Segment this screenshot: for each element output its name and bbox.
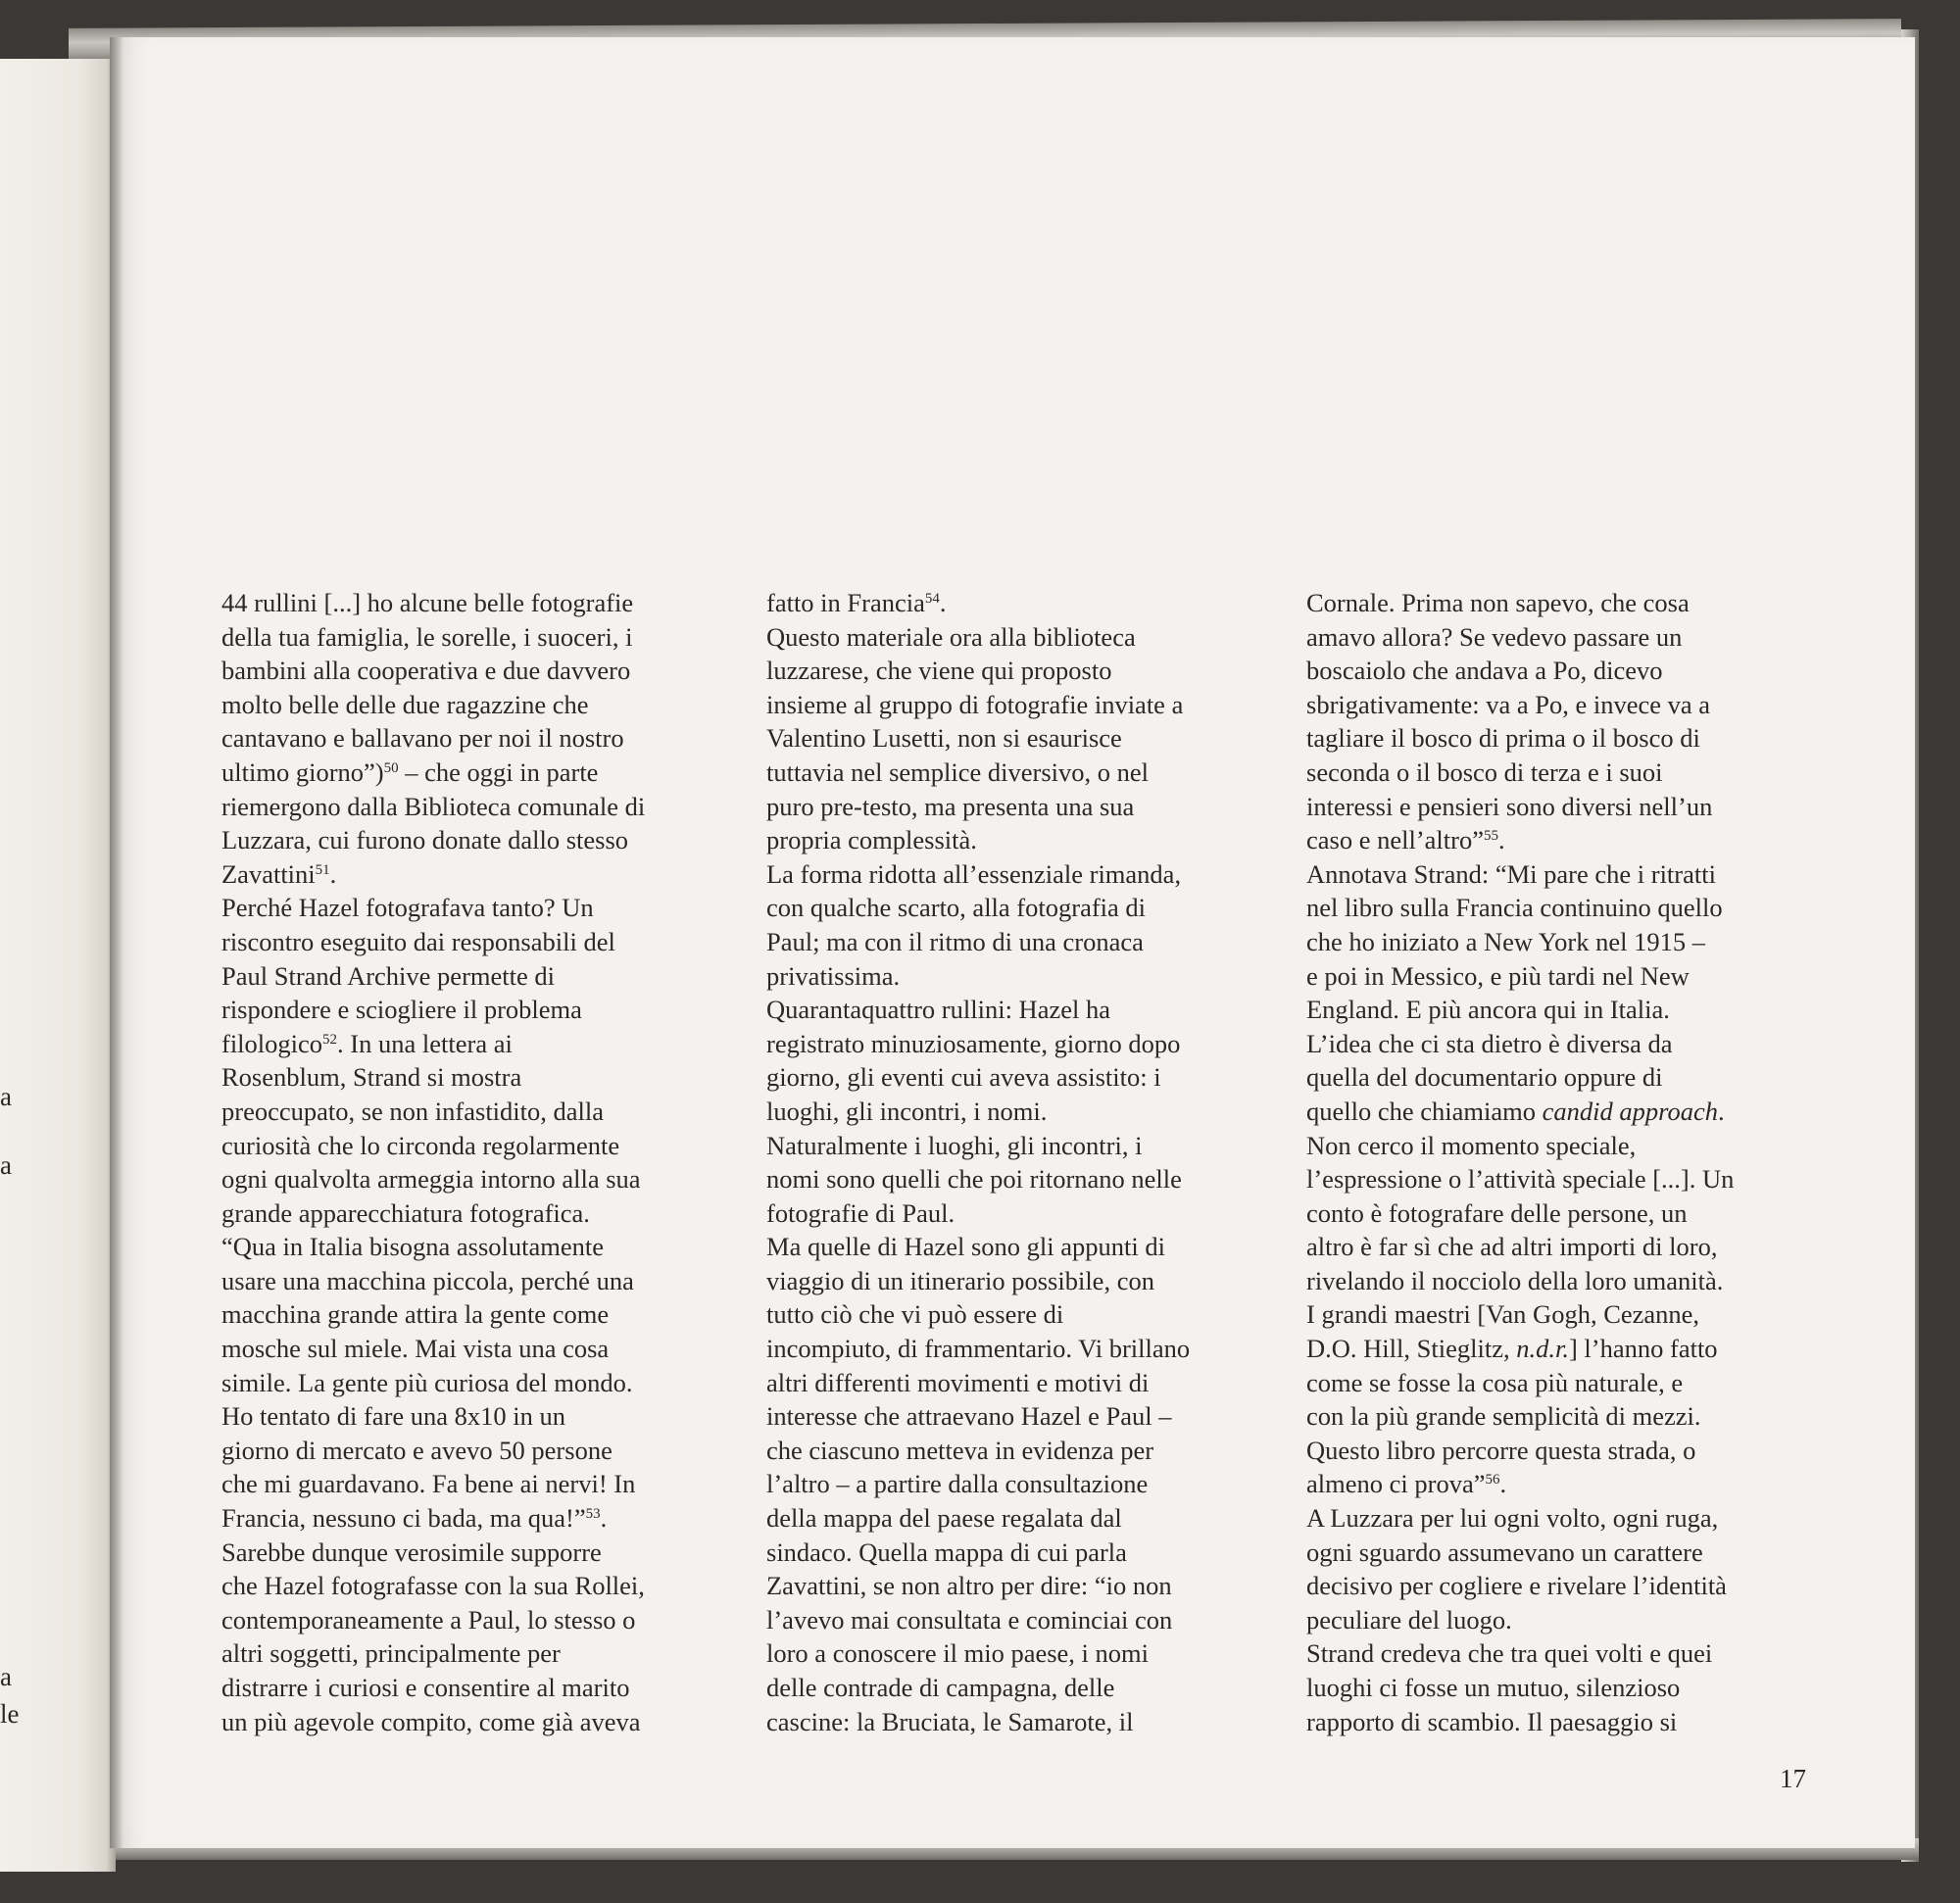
line-text: che ciascuno metteva in evidenza per <box>766 1435 1154 1465</box>
line-text: mosche sul miele. Mai vista una cosa <box>221 1334 610 1364</box>
text-line <box>221 925 731 959</box>
line-text: riscontro eseguito dai responsabili del <box>221 926 615 956</box>
line-text-after: ] l’hanno fatto <box>1568 1334 1718 1364</box>
line-text: Strand credeva che tra quei volti e quei <box>1306 1638 1713 1669</box>
line-text: almeno ci prova” <box>1306 1469 1486 1499</box>
text-line <box>766 1434 1276 1468</box>
text-line <box>766 1095 1276 1129</box>
line-text: Luzzara, cui furono donate dallo stesso <box>221 825 629 855</box>
line-text-after: . <box>1717 1096 1725 1126</box>
line-text: molto belle delle due ragazzine che <box>221 689 589 719</box>
line-text: Perché Hazel fotografava tanto? Un <box>221 893 594 923</box>
line-text: Zavattini, se non altro per dire: “io non <box>766 1571 1172 1601</box>
footnote-reference: 54 <box>924 591 940 607</box>
line-text: Paul Strand Archive permette di <box>221 960 555 991</box>
left-page-fragment: a <box>0 1150 12 1180</box>
line-text: filologico <box>221 1028 323 1058</box>
text-line <box>1306 1196 1816 1231</box>
text-line <box>1306 1636 1816 1671</box>
line-text: Questo materiale ora alla biblioteca <box>766 621 1136 652</box>
italic-text: candid approach <box>1542 1096 1718 1126</box>
text-line <box>766 1467 1276 1501</box>
footnote-reference: 52 <box>322 1031 338 1048</box>
text-line <box>766 654 1276 688</box>
text-line <box>221 1060 731 1095</box>
line-text: altro è far sì che ad altri importi di loro, <box>1306 1232 1718 1262</box>
text-line <box>766 1569 1276 1603</box>
text-line <box>766 790 1276 824</box>
text-line <box>766 1297 1276 1332</box>
line-text: che mi guardavano. Fa bene ai nervi! In <box>221 1469 636 1499</box>
text-line <box>221 1636 731 1671</box>
text-line <box>221 654 731 688</box>
text-line <box>221 586 731 620</box>
text-line <box>221 1196 731 1231</box>
text-line <box>221 1467 731 1501</box>
text-line <box>221 857 731 892</box>
line-text: bambini alla cooperativa e due davvero <box>221 656 631 686</box>
line-text-after: . <box>1499 1469 1507 1499</box>
line-text: Francia, nessuno ci bada, ma qua!” <box>221 1503 586 1534</box>
line-text-after: . <box>939 588 947 617</box>
line-text: fotografie di Paul. <box>766 1197 956 1228</box>
text-column-2 <box>766 586 1276 1738</box>
text-line <box>766 1264 1276 1298</box>
line-text: l’altro – a partire dalla consultazione <box>766 1469 1149 1499</box>
text-line <box>1306 1536 1816 1570</box>
line-text: luoghi, gli incontri, i nomi. <box>766 1096 1048 1126</box>
line-text: luzzarese, che viene qui proposto <box>766 656 1112 686</box>
text-line <box>221 1332 731 1366</box>
text-line <box>1306 993 1816 1027</box>
line-text: quella del documentario oppure di <box>1306 1062 1663 1093</box>
text-line <box>221 993 731 1027</box>
line-text: Zavattini <box>221 858 316 889</box>
text-line <box>1306 1705 1816 1739</box>
text-line <box>1306 959 1816 994</box>
line-text: Annotava Strand: “Mi pare che i ritratti <box>1306 858 1716 889</box>
text-line <box>766 993 1276 1027</box>
line-text: con qualche scarto, alla fotografia di <box>766 893 1147 923</box>
line-text-after: . In una lettera ai <box>337 1028 513 1058</box>
line-text: registrato minuziosamente, giorno dopo <box>766 1028 1181 1058</box>
line-text: incompiuto, di frammentario. Vi brillano <box>766 1334 1191 1364</box>
line-text: giorno di mercato e avevo 50 persone <box>221 1435 612 1465</box>
text-line <box>1306 1366 1816 1400</box>
text-line <box>766 891 1276 925</box>
line-text-after: . <box>329 858 337 889</box>
line-text: macchina grande attira la gente come <box>221 1299 610 1330</box>
text-line <box>1306 721 1816 756</box>
line-text: Valentino Lusetti, non si esaurisce <box>766 723 1122 754</box>
text-line <box>1306 790 1816 824</box>
line-text: tuttavia nel semplice diversivo, o nel <box>766 756 1150 787</box>
line-text: l’espressione o l’attività speciale [...]. Un <box>1306 1164 1735 1195</box>
line-text: tutto ciò che vi può essere di <box>766 1299 1064 1330</box>
left-facing-page <box>0 59 116 1872</box>
text-line <box>221 1434 731 1468</box>
line-text: cantavano e ballavano per noi il nostro <box>221 723 624 754</box>
line-text: delle contrade di campagna, delle <box>766 1673 1115 1702</box>
text-line <box>1306 1129 1816 1163</box>
line-text: tagliare il bosco di prima o il bosco di <box>1306 723 1700 754</box>
text-line <box>1306 654 1816 688</box>
line-text-after: – che oggi in parte <box>398 756 599 787</box>
text-line <box>221 1536 731 1570</box>
line-text: La forma ridotta all’essenziale rimanda, <box>766 858 1182 889</box>
text-line <box>221 1671 731 1705</box>
text-line <box>766 586 1276 620</box>
line-text: rapporto di scambio. Il paesaggio si <box>1306 1706 1678 1736</box>
text-line <box>766 620 1276 655</box>
line-text: altri soggetti, principalmente per <box>221 1638 561 1669</box>
line-text: Quarantaquattro rullini: Hazel ha <box>766 995 1110 1025</box>
line-text: England. E più ancora qui in Italia. <box>1306 995 1670 1025</box>
text-line <box>766 1366 1276 1400</box>
text-column-1 <box>221 586 731 1738</box>
text-line <box>221 1230 731 1264</box>
line-text: come se fosse la cosa più naturale, e <box>1306 1367 1684 1397</box>
line-text: L’idea che ci sta dietro è diversa da <box>1306 1028 1673 1058</box>
text-line <box>766 1603 1276 1637</box>
line-text: I grandi maestri [Van Gogh, Cezanne, <box>1306 1299 1700 1330</box>
line-text: luoghi ci fosse un mutuo, silenzioso <box>1306 1673 1681 1702</box>
line-text: con la più grande semplicità di mezzi. <box>1306 1401 1701 1432</box>
line-text: riemergono dalla Biblioteca comunale di <box>221 791 646 821</box>
text-line <box>221 790 731 824</box>
text-line <box>1306 1060 1816 1095</box>
text-line <box>221 1027 731 1061</box>
line-text: preoccupato, se non infastidito, dalla <box>221 1096 605 1126</box>
text-line <box>766 721 1276 756</box>
line-text: della tua famiglia, le sorelle, i suoceri, i <box>221 621 633 652</box>
line-text: simile. La gente più curiosa del mondo. <box>221 1367 633 1397</box>
text-line <box>1306 1569 1816 1603</box>
line-text: D.O. Hill, Stieglitz, <box>1306 1334 1517 1364</box>
text-line <box>221 688 731 722</box>
line-text: grande apparecchiatura fotografica. <box>221 1197 590 1228</box>
text-line <box>766 823 1276 857</box>
text-line <box>766 925 1276 959</box>
line-text: fatto in Francia <box>766 588 925 617</box>
line-text: ogni qualvolta armeggia intorno alla sua <box>221 1164 641 1195</box>
text-line <box>766 959 1276 994</box>
text-line <box>1306 1297 1816 1332</box>
line-text: Cornale. Prima non sapevo, che cosa <box>1306 588 1690 617</box>
line-text: Sarebbe dunque verosimile supporre <box>221 1537 602 1567</box>
text-line <box>221 1095 731 1129</box>
line-text: nomi sono quelli che poi ritornano nelle <box>766 1164 1182 1195</box>
text-line <box>766 1636 1276 1671</box>
line-text: sindaco. Quella mappa di cui parla <box>766 1537 1127 1567</box>
text-line <box>1306 857 1816 892</box>
text-line <box>1306 1332 1816 1366</box>
text-line <box>221 1297 731 1332</box>
line-text: seconda o il bosco di terza e i suoi <box>1306 756 1663 787</box>
text-line <box>1306 1162 1816 1196</box>
text-line <box>766 1129 1276 1163</box>
line-text: Questo libro percorre questa strada, o <box>1306 1435 1696 1465</box>
text-line <box>221 1399 731 1434</box>
text-line <box>221 1162 731 1196</box>
line-text: rispondere e sciogliere il problema <box>221 995 582 1025</box>
line-text: decisivo per cogliere e rivelare l’identità <box>1306 1571 1727 1601</box>
page-gutter-shadow <box>110 37 123 1848</box>
text-line <box>1306 1264 1816 1298</box>
line-text: nel libro sulla Francia continuino quello <box>1306 893 1723 923</box>
footnote-reference: 51 <box>315 861 330 878</box>
line-text: conto è fotografare delle persone, un <box>1306 1197 1688 1228</box>
text-line <box>221 1705 731 1739</box>
footnote-reference: 50 <box>383 759 399 776</box>
text-line <box>221 1264 731 1298</box>
text-line <box>766 1536 1276 1570</box>
line-text: viaggio di un itinerario possibile, con <box>766 1265 1154 1295</box>
line-text: Non cerco il momento speciale, <box>1306 1130 1637 1160</box>
line-text: un più agevole compito, come già aveva <box>221 1706 641 1736</box>
line-text: Ma quelle di Hazel sono gli appunti di <box>766 1232 1165 1262</box>
line-text: che ho iniziato a New York nel 1915 – <box>1306 926 1705 956</box>
text-line <box>1306 756 1816 790</box>
line-text: e poi in Messico, e più tardi nel New <box>1306 960 1690 991</box>
text-line <box>221 959 731 994</box>
text-line <box>1306 1230 1816 1264</box>
line-text: curiosità che lo circonda regolarmente <box>221 1130 620 1160</box>
line-text: Naturalmente i luoghi, gli incontri, i <box>766 1130 1143 1160</box>
text-line <box>766 1332 1276 1366</box>
text-line <box>1306 1501 1816 1536</box>
text-line <box>1306 1671 1816 1705</box>
text-line <box>221 721 731 756</box>
text-line <box>221 823 731 857</box>
text-line <box>1306 688 1816 722</box>
left-page-fragment: le <box>0 1699 20 1729</box>
text-line <box>766 688 1276 722</box>
footnote-reference: 56 <box>1485 1472 1500 1488</box>
text-line <box>221 1129 731 1163</box>
line-text: ultimo giorno”) <box>221 756 384 787</box>
text-line <box>221 1603 731 1637</box>
line-text: puro pre-testo, ma presenta una sua <box>766 791 1135 821</box>
line-text: peculiare del luogo. <box>1306 1604 1512 1635</box>
line-text-after: . <box>600 1503 608 1534</box>
text-line <box>766 1162 1276 1196</box>
line-text: sbrigativamente: va a Po, e invece va a <box>1306 689 1711 719</box>
text-line <box>766 1399 1276 1434</box>
line-text: loro a conoscere il mio paese, i nomi <box>766 1638 1150 1669</box>
text-line <box>1306 1467 1816 1501</box>
line-text: distrarre i curiosi e consentire al marito <box>221 1673 630 1702</box>
line-text: caso e nell’altro” <box>1306 825 1484 855</box>
line-text: che Hazel fotografasse con la sua Rollei, <box>221 1571 645 1601</box>
line-text-after: . <box>1497 825 1505 855</box>
line-text: privatissima. <box>766 960 901 991</box>
text-line <box>221 1501 731 1536</box>
line-text: propria complessità. <box>766 825 977 855</box>
line-text: amavo allora? Se vedevo passare un <box>1306 621 1683 652</box>
text-line <box>766 1060 1276 1095</box>
text-line <box>1306 586 1816 620</box>
line-text: usare una macchina piccola, perché una <box>221 1265 634 1295</box>
line-text: interessi e pensieri sono diversi nell’un <box>1306 791 1713 821</box>
line-text: Paul; ma con il ritmo di una cronaca <box>766 926 1144 956</box>
text-line <box>766 1230 1276 1264</box>
line-text: interesse che attraevano Hazel e Paul – <box>766 1401 1172 1432</box>
text-line <box>1306 823 1816 857</box>
text-line <box>766 1196 1276 1231</box>
text-line <box>221 756 731 790</box>
line-text: “Qua in Italia bisogna assolutamente <box>221 1232 605 1262</box>
line-text: Ho tentato di fare una 8x10 in un <box>221 1401 566 1432</box>
left-page-fragment: a <box>0 1662 12 1691</box>
line-text: quello che chiamiamo <box>1306 1096 1543 1126</box>
text-line <box>221 1366 731 1400</box>
text-line <box>1306 925 1816 959</box>
line-text: insieme al gruppo di fotografie inviate a <box>766 689 1184 719</box>
text-line <box>1306 620 1816 655</box>
line-text: rivelando il nocciolo della loro umanità. <box>1306 1265 1724 1295</box>
text-line <box>766 1501 1276 1536</box>
page-number: 17 <box>1780 1764 1806 1793</box>
text-line <box>766 857 1276 892</box>
text-line <box>221 620 731 655</box>
line-text: contemporaneamente a Paul, lo stesso o <box>221 1604 636 1635</box>
text-line <box>1306 1603 1816 1637</box>
text-line <box>1306 1027 1816 1061</box>
italic-text: n.d.r. <box>1516 1334 1569 1364</box>
line-text: giorno, gli eventi cui aveva assistito: i <box>766 1062 1161 1093</box>
text-line <box>221 891 731 925</box>
line-text: A Luzzara per lui ogni volto, ogni ruga, <box>1306 1503 1719 1534</box>
text-line <box>766 756 1276 790</box>
left-page-fragment: a <box>0 1082 12 1111</box>
text-line <box>1306 1399 1816 1434</box>
line-text: l’avevo mai consultata e cominciai con <box>766 1604 1173 1635</box>
line-text: Rosenblum, Strand si mostra <box>221 1062 522 1093</box>
line-text: 44 rullini [...] ho alcune belle fotografie <box>221 588 634 617</box>
text-line <box>766 1705 1276 1739</box>
line-text: boscaiolo che andava a Po, dicevo <box>1306 656 1663 686</box>
text-column-3 <box>1306 586 1816 1738</box>
text-line <box>1306 1095 1816 1129</box>
footnote-reference: 53 <box>585 1506 601 1523</box>
line-text: altri differenti movimenti e motivi di <box>766 1367 1150 1397</box>
text-line <box>1306 1434 1816 1468</box>
text-line <box>766 1671 1276 1705</box>
text-line <box>766 1027 1276 1061</box>
line-text: cascine: la Bruciata, le Samarote, il <box>766 1706 1134 1736</box>
text-line <box>1306 891 1816 925</box>
footnote-reference: 55 <box>1483 828 1498 845</box>
text-line <box>221 1569 731 1603</box>
line-text: ogni sguardo assumevano un carattere <box>1306 1537 1703 1567</box>
line-text: della mappa del paese regalata dal <box>766 1503 1122 1534</box>
